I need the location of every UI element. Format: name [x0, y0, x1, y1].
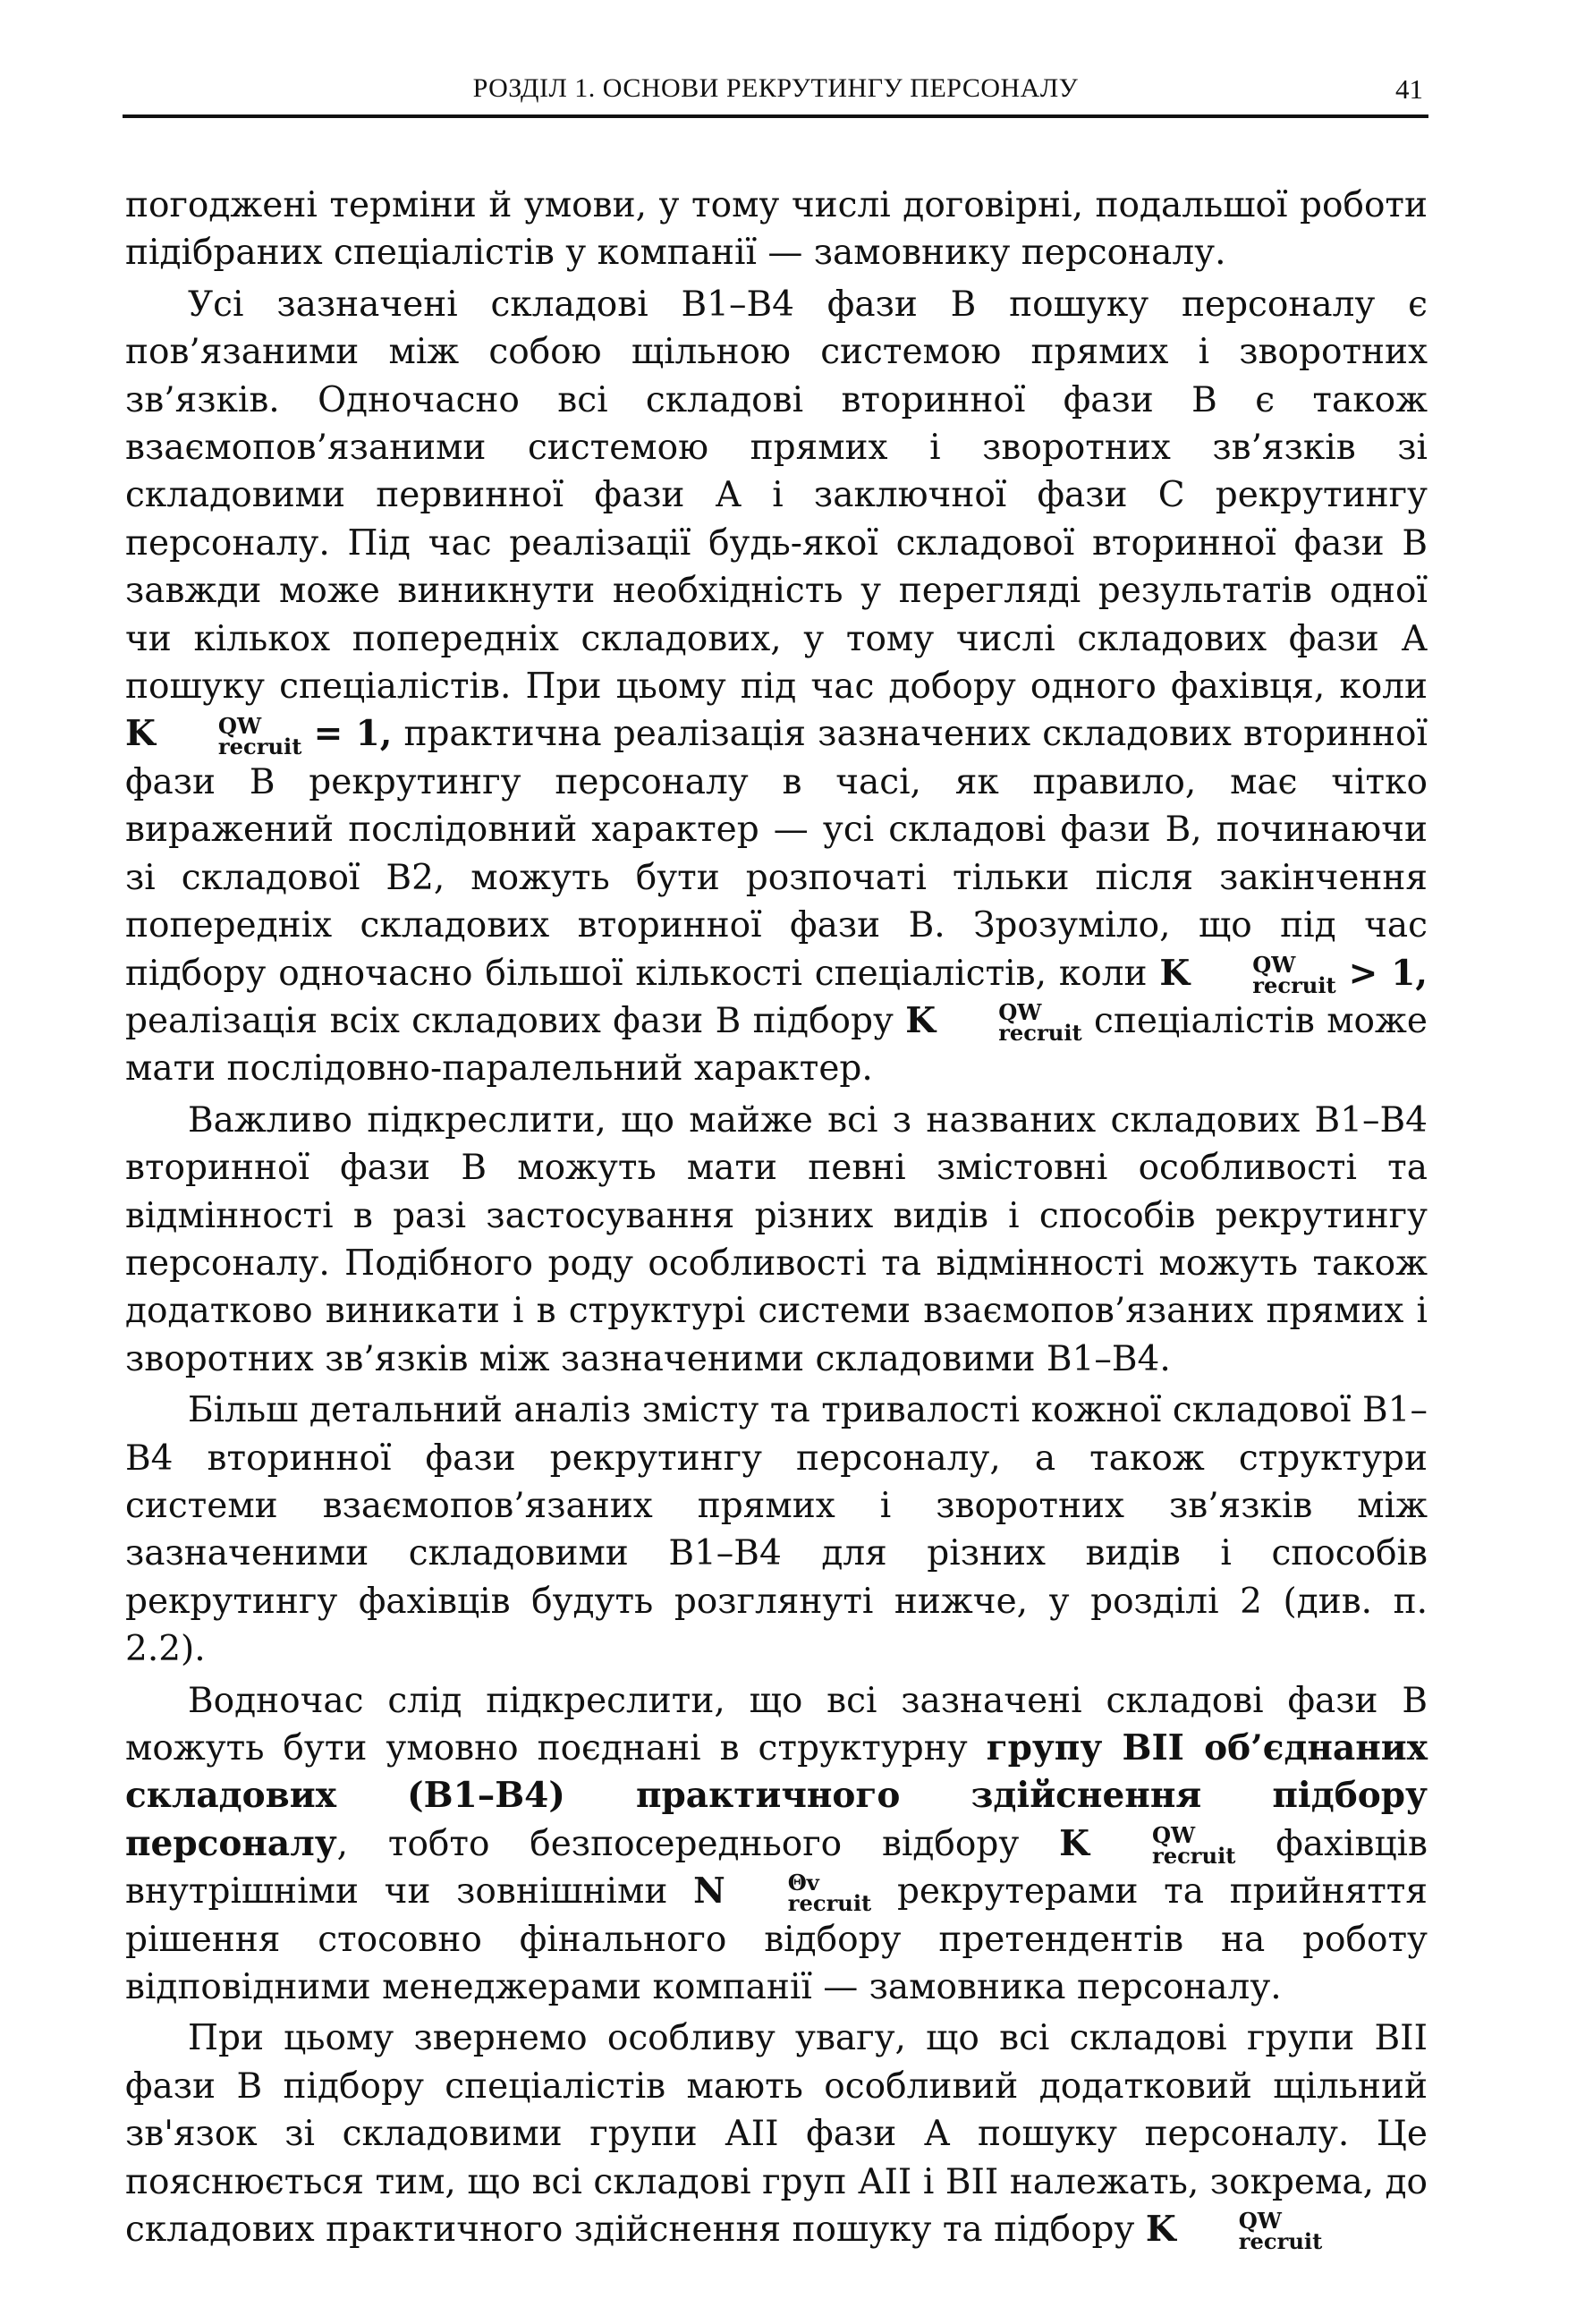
n-recruit-symbol: N Θv recruit: [693, 1870, 872, 1917]
paragraph-text: , тобто безпосереднього відбору: [336, 1823, 1020, 1864]
paragraph-2: [125, 281, 1428, 1093]
k-recruit-symbol: K QW recruit: [125, 712, 302, 759]
k-recruit-symbol: K QW recruit: [1145, 2208, 1323, 2255]
body-text: [125, 182, 1428, 2257]
paragraph-4: [125, 1387, 1428, 1673]
bold-term: групу ВІІ об’єднаних складових (В1–В4) практичного здійснення підбору персоналу: [125, 1727, 1428, 1864]
paragraph-text: Усі зазначені складові В1–В4 фази В пошуку персоналу є пов’язаними між собою щільною системою прямих і зворотних зв’язків. Одночасно всі складові вторинної фази В є також взаємопов’язаними системою прямих і зворотних зв’язків зі складовими первинної фази А і заключної фази С рекрутингу персоналу. Під час реалізації будь-якої складової вторинної фази В завжди може виникнути необхідність у перегляді результатів одної чи кількох попередніх складових, у тому числі складових фази А пошуку спеціалістів. При цьому під час добору одного фахівця, коли: [125, 284, 1428, 708]
paragraph-3: [125, 1097, 1428, 1383]
k-recruit-symbol: K QW recruit: [1059, 1822, 1236, 1869]
paragraph-1: [125, 182, 1428, 277]
paragraph-text: Більш детальний аналіз змісту та тривалості кожної складової В1–В4 вторинної фази рекрутингу персоналу, а також структури системи взаємопов’язаних прямих і зворотних зв’язків між зазначеними складовими В1–В4 для різних видів і способів рекрутингу фахівців будуть розглянуті нижче, у розділі 2 (див. п. 2.2).: [125, 1390, 1428, 1670]
paragraph-text: Водночас слід підкреслити, що всі зазначені складові фази В можуть бути умовно поєднані в структурну: [125, 1680, 1428, 1768]
paragraph-6: [125, 2014, 1428, 2253]
k-recruit-symbol: K QW recruit: [905, 999, 1082, 1047]
paragraph-text: спеціалістів може мати послідовно-паралельний характер.: [125, 1000, 1428, 1090]
paragraph-text: рекрутерами та прийняття рішення стосовно фінального відбору претендентів на роботу відповідними менеджерами компанії — замовника персоналу.: [125, 1871, 1428, 2008]
equation-value: > 1,: [1348, 952, 1428, 994]
page-number: 41: [1395, 73, 1423, 105]
paragraph-5: [125, 1677, 1428, 2012]
chapter-title: РОЗДІЛ 1. ОСНОВИ РЕКРУТИНГУ ПЕРСОНАЛУ: [472, 73, 1079, 103]
k-recruit-symbol: K QW recruit: [1159, 951, 1336, 998]
paragraph-text: практична реалізація зазначених складових вторинної фази В рекрутингу персоналу в часі, як правило, має чітко виражений послідовний характер — усі складові фази В, починаючи зі складової В2, можуть бути розпочаті тільки після закінчення попередніх складових вторинної фази В. Зрозуміло, що під час підбору одночасно більшої кількості спеціалістів, коли: [125, 714, 1428, 994]
paragraph-text: фахівців внутрішніми чи зовнішніми: [125, 1823, 1428, 1913]
paragraph-text: При цьому звернемо особливу увагу, що всі складові групи ВІІ фази В підбору спеціалістів мають особливий додатковий щільний зв'язок зі складовими групи АІІ фази А пошуку персоналу. Це пояснюється тим, що всі складові груп АІІ і ВІІ належать, зокрема, до складових практичного здійснення пошуку та підбору: [125, 2018, 1428, 2251]
paragraph-text: погоджені терміни й умови, у тому числі договірні, подальшої роботи підібраних спеціалістів у компанії — замовнику персоналу.: [125, 185, 1428, 274]
equation-value: = 1,: [313, 713, 393, 755]
paragraph-text: реалізація всіх складових фази В підбору: [125, 1000, 894, 1041]
running-header: [123, 73, 1428, 118]
paragraph-text: Важливо підкреслити, що майже всі з названих складових В1–В4 вторинної фази В можуть мати певні змістовні особливості та відмінності в разі застосування різних видів і способів рекрутингу персоналу. Подібного роду особливості та відмінності можуть також додатково виникати і в структурі системи взаємопов’язаних прямих і зворотних зв’язків між зазначеними складовими В1–В4.: [125, 1099, 1428, 1379]
